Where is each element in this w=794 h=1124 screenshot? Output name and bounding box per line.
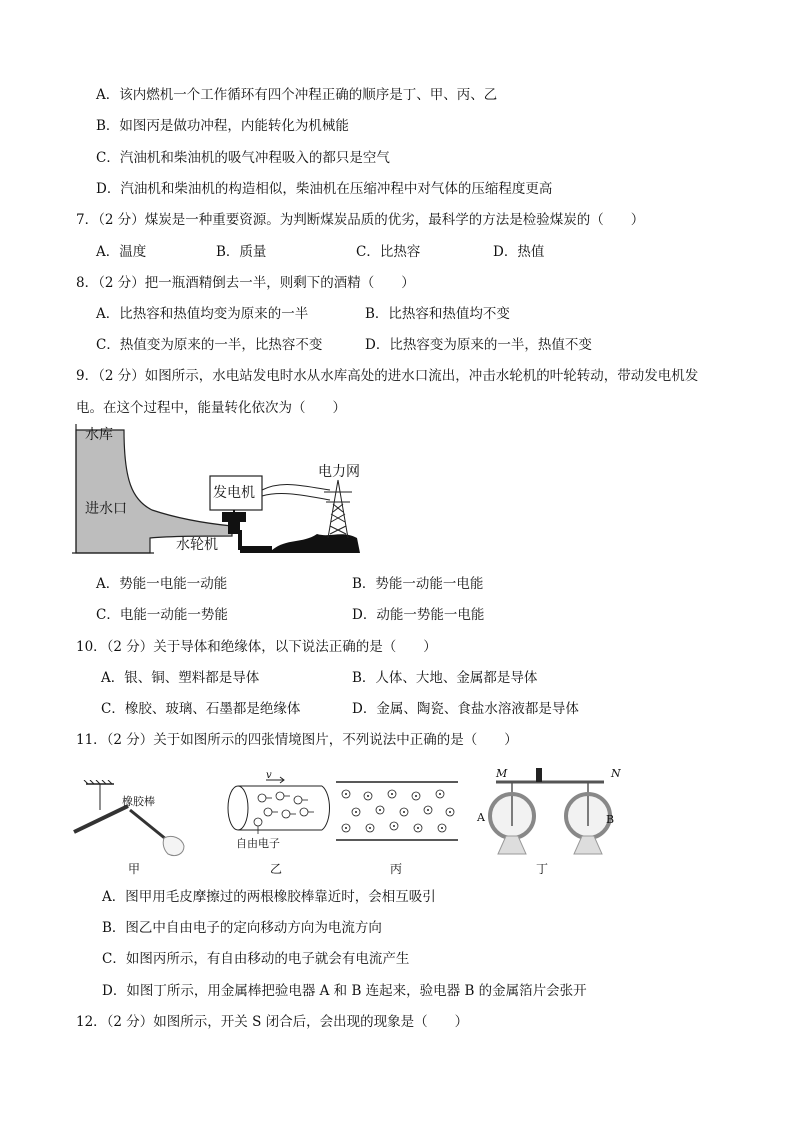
- q7-option-d: D．热值: [493, 244, 545, 260]
- ground: [240, 534, 360, 553]
- label-bing: 丙: [390, 862, 403, 876]
- electroscope-a: [490, 782, 534, 854]
- q10-option-c: C．橡胶、玻璃、石墨都是绝缘体: [101, 701, 301, 717]
- q10-option-a: A．银、铜、塑料都是导体: [101, 670, 260, 686]
- q8-option-b: B．比热容和热值均不变: [365, 306, 510, 322]
- label-reservoir: 水库: [85, 427, 113, 443]
- label-n: N: [611, 767, 621, 780]
- q7-stem: 7．（2 分）煤炭是一种重要资源。为判断煤炭品质的优劣，最科学的方法是检验煤炭的（ ）: [76, 212, 645, 228]
- q6-option-d: D．汽油机和柴油机的构造相似，柴油机在压缩冲程中对气体的压缩程度更高: [96, 181, 553, 197]
- q9-option-b: B．势能一动能一电能: [352, 576, 484, 592]
- q10-option-d: D．金属、陶瓷、食盐水溶液都是导体: [352, 701, 579, 717]
- power-tower: [324, 480, 352, 538]
- hand-icon: [163, 836, 184, 855]
- hanging-rod: [74, 806, 128, 832]
- label-a: A: [477, 811, 485, 824]
- q11-stem: 11．（2 分）关于如图所示的四张情境图片，不列说法中正确的是（ ）: [76, 732, 518, 748]
- q11-figure-bing: [336, 780, 458, 842]
- q9-stem-line1: 9．（2 分）如图所示，水电站发电时水从水库高处的进水口流出，冲击水轮机的叶轮转动，带动发电机发: [76, 368, 699, 384]
- q12-stem: 12．（2 分）如图所示，开关 S 闭合后，会出现的现象是（ ）: [76, 1014, 469, 1030]
- label-ding: 丁: [536, 862, 549, 876]
- label-m: M: [496, 767, 508, 780]
- q9-option-d: D．动能一势能一电能: [352, 607, 485, 623]
- q9-option-c: C．电能一动能一势能: [96, 607, 228, 623]
- random-electrons: [342, 790, 454, 832]
- q8-option-c: C．热值变为原来的一半，比热容不变: [96, 337, 323, 353]
- label-grid: 电力网: [318, 464, 360, 480]
- label-turbine: 水轮机: [176, 537, 218, 553]
- q11-figure-yi: [222, 772, 334, 836]
- label-generator: 发电机: [213, 485, 255, 501]
- q6-option-b: B．如图丙是做功冲程，内能转化为机械能: [96, 118, 349, 134]
- q9-stem-line2: 电。在这个过程中，能量转化依次为（ ）: [76, 400, 346, 416]
- label-velocity: v: [266, 770, 272, 781]
- q8-option-a: A．比热容和热值均变为原来的一半: [96, 306, 309, 322]
- q8-option-d: D．比热容变为原来的一半，热值不变: [365, 337, 592, 353]
- label-free-electron: 自由电子: [236, 837, 280, 850]
- electroscope-b: [566, 782, 610, 854]
- q7-option-c: C．比热容: [356, 244, 421, 260]
- q6-option-a: A．该内燃机一个工作循环有四个冲程正确的顺序是丁、甲、丙、乙: [96, 87, 498, 103]
- label-b: B: [606, 813, 615, 826]
- label-yi: 乙: [270, 862, 283, 876]
- q7-option-a: A．温度: [96, 244, 147, 260]
- q11-option-c: C．如图丙所示，有自由移动的电子就会有电流产生: [102, 951, 410, 967]
- q11-option-a: A．图甲用毛皮摩擦过的两根橡胶棒靠近时，会相互吸引: [102, 889, 436, 905]
- q11-option-b: B．图乙中自由电子的定向移动方向为电流方向: [102, 920, 382, 936]
- q6-option-c: C．汽油机和柴油机的吸气冲程吸入的都只是空气: [96, 150, 390, 166]
- q7-option-b: B．质量: [216, 244, 267, 260]
- label-inlet: 进水口: [85, 501, 127, 517]
- label-jia: 甲: [128, 862, 141, 876]
- q10-stem: 10．（2 分）关于导体和绝缘体，以下说法正确的是（ ）: [76, 639, 437, 655]
- q8-stem: 8．（2 分）把一瓶酒精倒去一半，则剩下的酒精（ ）: [76, 275, 415, 291]
- q10-option-b: B．人体、大地、金属都是导体: [352, 670, 538, 686]
- q11-option-d: D．如图丁所示，用金属棒把验电器 A 和 B 连起来，验电器 B 的金属箔片会张开: [102, 983, 587, 999]
- free-electrons: [254, 792, 308, 826]
- label-rubber-rod: 橡胶棒: [122, 795, 155, 808]
- q9-option-a: A．势能一电能一动能: [96, 576, 228, 592]
